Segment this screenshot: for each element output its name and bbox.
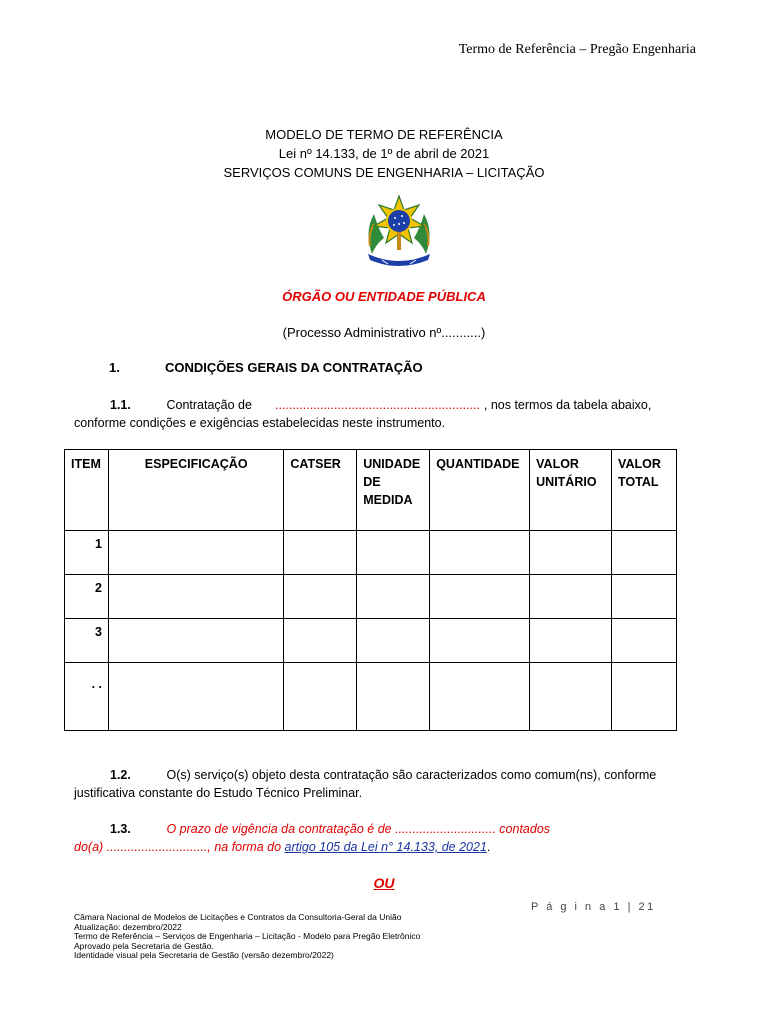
doc-title-line1: MODELO DE TERMO DE REFERÊNCIA xyxy=(265,127,503,142)
row-item-number: 2 xyxy=(65,575,109,619)
clause-1-1-text-b: , nos termos da tabela abaixo, xyxy=(483,398,652,412)
brazil-coat-of-arms-icon xyxy=(362,194,436,270)
footer xyxy=(74,913,420,961)
running-header: Termo de Referência – Pregão Engenharia xyxy=(458,42,696,57)
col-header-catser: CATSER xyxy=(284,450,357,531)
clause-1-1-number: 1.1. xyxy=(110,398,131,412)
clause-1-1-placeholder: ........................................................... xyxy=(274,398,480,412)
doc-title-line2: Lei nº 14.133, de 1º de abril de 2021 xyxy=(278,146,490,161)
table-row xyxy=(65,575,677,619)
lei-14133-art105-link[interactable]: artigo 105 da Lei n° 14.133, de 2021 xyxy=(284,840,487,854)
org-name: ÓRGÃO OU ENTIDADE PÚBLICA xyxy=(282,289,486,304)
footer-line: Atualização: dezembro/2022 xyxy=(74,921,182,932)
footer-line: Termo de Referência – Serviços de Engenharia – Licitação - Modelo para Pregão Eletrônico xyxy=(74,931,421,942)
clause-1-3 xyxy=(74,820,694,856)
footer-line: Câmara Nacional de Modelos de Licitações e Contratos da Consultoria-Geral da União xyxy=(74,912,402,922)
row-item-number: 1 xyxy=(65,531,109,575)
col-header-item: ITEM xyxy=(65,450,109,531)
page-number: 1 | 21 xyxy=(613,901,656,913)
col-header-valor-total: VALOR TOTAL xyxy=(612,450,677,531)
items-table xyxy=(64,449,677,731)
footer-line: Identidade visual pela Secretaria de Gestão (versão dezembro/2022) xyxy=(74,950,334,961)
col-header-unidade: UNIDADE DE MEDIDA xyxy=(357,450,430,531)
clause-1-2-number: 1.2. xyxy=(110,768,131,782)
clause-1-3-end: . xyxy=(486,840,491,854)
section-1-number: 1. xyxy=(109,360,120,375)
col-header-especificacao: ESPECIFICAÇÃO xyxy=(108,450,283,531)
table-row xyxy=(65,663,677,731)
page-label: P á g i n a xyxy=(531,901,608,913)
row-item-number: 3 xyxy=(65,619,109,663)
col-header-valor-unitario: VALOR UNITÁRIO xyxy=(530,450,612,531)
clause-1-2 xyxy=(74,766,694,802)
table-row xyxy=(65,531,677,575)
section-1-title: CONDIÇÕES GERAIS DA CONTRATAÇÃO xyxy=(165,360,423,375)
col-header-quantidade: QUANTIDADE xyxy=(430,450,530,531)
clause-1-3-number: 1.3. xyxy=(110,822,131,836)
or-label: OU xyxy=(373,875,395,891)
row-item-number: . . xyxy=(65,663,109,731)
clause-1-3-text-a: O prazo de vigência da contratação é de ............................. contados xyxy=(166,822,551,836)
clause-1-1-text-a: Contratação de xyxy=(166,398,252,412)
clause-1-2-text-a: O(s) serviço(s) objeto desta contratação são caracterizados como comum(ns), conforme xyxy=(166,768,657,782)
process-number: (Processo Administrativo nº...........) xyxy=(282,325,486,340)
page-indicator xyxy=(531,901,656,913)
clause-1-2-line2: justificativa constante do Estudo Técnico Preliminar. xyxy=(74,786,363,800)
table-row xyxy=(65,619,677,663)
clause-1-1 xyxy=(74,396,694,432)
doc-title-line3: SERVIÇOS COMUNS DE ENGENHARIA – LICITAÇÃO xyxy=(223,165,545,180)
clause-1-1-line2: conforme condições e exigências estabelecidas neste instrumento. xyxy=(74,416,446,430)
clause-1-3-line2: do(a) ............................., na forma do xyxy=(74,840,282,854)
table-header-row xyxy=(65,450,677,531)
footer-line: Aprovado pela Secretaria de Gestão. xyxy=(74,940,214,951)
